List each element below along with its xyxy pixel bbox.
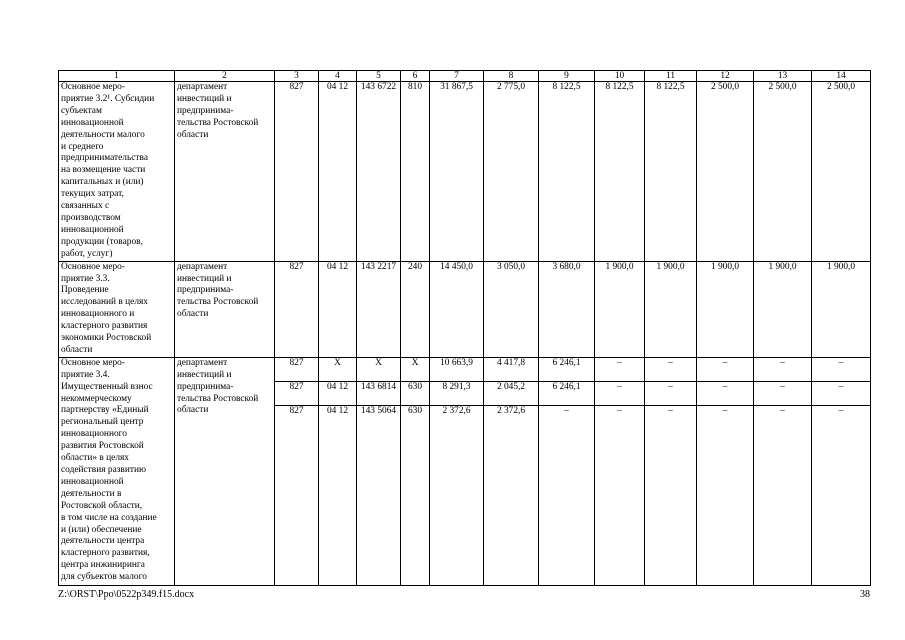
table-cell: 04 12: [319, 405, 357, 585]
table-cell: 1 900,0: [595, 261, 645, 357]
table-cell: 810: [401, 82, 430, 262]
table-cell: 8 122,5: [645, 82, 697, 262]
table-cell: 143 6814: [357, 381, 401, 405]
column-header: 14: [812, 71, 871, 82]
table-cell: 2 045,2: [484, 381, 539, 405]
column-header: 9: [539, 71, 595, 82]
table-cell: –: [697, 357, 754, 381]
table-cell: –: [812, 381, 871, 405]
table-cell: 827: [275, 82, 319, 262]
table-cell: 1 900,0: [697, 261, 754, 357]
table-cell: –: [595, 405, 645, 585]
column-header: 3: [275, 71, 319, 82]
table-cell: 1 900,0: [754, 261, 812, 357]
table-cell: 04 12: [319, 261, 357, 357]
table-cell: 827: [275, 261, 319, 357]
executor-cell: департамент инвестиций и предпринима- тельства Ростовской области: [175, 357, 275, 585]
table-cell: –: [645, 357, 697, 381]
table-cell: 10 663,9: [430, 357, 484, 381]
column-header: 10: [595, 71, 645, 82]
column-header: 13: [754, 71, 812, 82]
table-cell: –: [645, 381, 697, 405]
table-cell: –: [645, 405, 697, 585]
measure-name-cell: Основное меро- приятие 3.2¹. Субсидии субъектам инновационной деятельности малого и среднего предпринимательства на возмещение части капитальных и (или) текущих затрат, связанных с производством инновационной продукции (товаров, работ, услуг): [59, 82, 175, 262]
table-cell: 1 900,0: [645, 261, 697, 357]
column-header: 8: [484, 71, 539, 82]
table-cell: –: [812, 357, 871, 381]
table-cell: 3 050,0: [484, 261, 539, 357]
column-header: 4: [319, 71, 357, 82]
measure-name-cell: Основное меро- приятие 3.3. Проведение исследований в целях инновационного и кластерного развития экономики Ростовской области: [59, 261, 175, 357]
column-header: 12: [697, 71, 754, 82]
table-cell: 2 372,6: [430, 405, 484, 585]
table-cell: –: [595, 381, 645, 405]
table-cell: 143 2217: [357, 261, 401, 357]
column-header: 1: [59, 71, 175, 82]
column-header: 6: [401, 71, 430, 82]
executor-cell: департамент инвестиций и предпринима- тельства Ростовской области: [175, 82, 275, 262]
table-row: [59, 357, 871, 381]
table-cell: Х: [401, 357, 430, 381]
table-cell: 6 246,1: [539, 357, 595, 381]
table-cell: 630: [401, 381, 430, 405]
table-cell: 2 775,0: [484, 82, 539, 262]
table-cell: 4 417,8: [484, 357, 539, 381]
table-cell: 14 450,0: [430, 261, 484, 357]
column-header: 7: [430, 71, 484, 82]
table-cell: 143 6722: [357, 82, 401, 262]
page-number: 38: [860, 589, 870, 600]
table-cell: 630: [401, 405, 430, 585]
table-cell: 2 500,0: [754, 82, 812, 262]
data-table: [58, 70, 871, 586]
column-header: 2: [175, 71, 275, 82]
table-cell: –: [539, 405, 595, 585]
table-cell: –: [697, 405, 754, 585]
table-cell: –: [595, 357, 645, 381]
table-cell: 8 291,3: [430, 381, 484, 405]
table-cell: 8 122,5: [595, 82, 645, 262]
table-cell: 6 246,1: [539, 381, 595, 405]
table-cell: 31 867,5: [430, 82, 484, 262]
table-cell: 1 900,0: [812, 261, 871, 357]
measure-name-cell: Основное меро- приятие 3.4. Имущественный взнос некоммерческому партнерству «Единый региональный центр инновационного развития Ростовской области» в целях содействия развитию инновационной деятельности в Ростовской области, в том числе на создание и (или) обеспечение деятельности центра кластерного развития, центра инжиниринга для субъектов малого: [59, 357, 175, 585]
table-cell: –: [697, 381, 754, 405]
table-cell: –: [812, 405, 871, 585]
table-cell: 2 372,6: [484, 405, 539, 585]
table-cell: 143 5064: [357, 405, 401, 585]
column-header: 5: [357, 71, 401, 82]
header-row: [59, 71, 871, 82]
table-cell: –: [754, 357, 812, 381]
executor-cell: департамент инвестиций и предпринима- тельства Ростовской области: [175, 261, 275, 357]
table-cell: 04 12: [319, 82, 357, 262]
table-cell: –: [754, 381, 812, 405]
document-path: Z:\ORST\Ppo\0522p349.f15.docx: [58, 589, 195, 600]
column-header: 11: [645, 71, 697, 82]
table-cell: 2 500,0: [697, 82, 754, 262]
table-cell: 2 500,0: [812, 82, 871, 262]
table-cell: 827: [275, 357, 319, 381]
table-row: [59, 82, 871, 262]
table-cell: 240: [401, 261, 430, 357]
table-cell: Х: [357, 357, 401, 381]
table-cell: 04 12: [319, 381, 357, 405]
table-cell: 827: [275, 381, 319, 405]
table-cell: Х: [319, 357, 357, 381]
table-cell: 8 122,5: [539, 82, 595, 262]
table-cell: –: [754, 405, 812, 585]
table-cell: 3 680,0: [539, 261, 595, 357]
table-row: [59, 261, 871, 357]
table-cell: 827: [275, 405, 319, 585]
